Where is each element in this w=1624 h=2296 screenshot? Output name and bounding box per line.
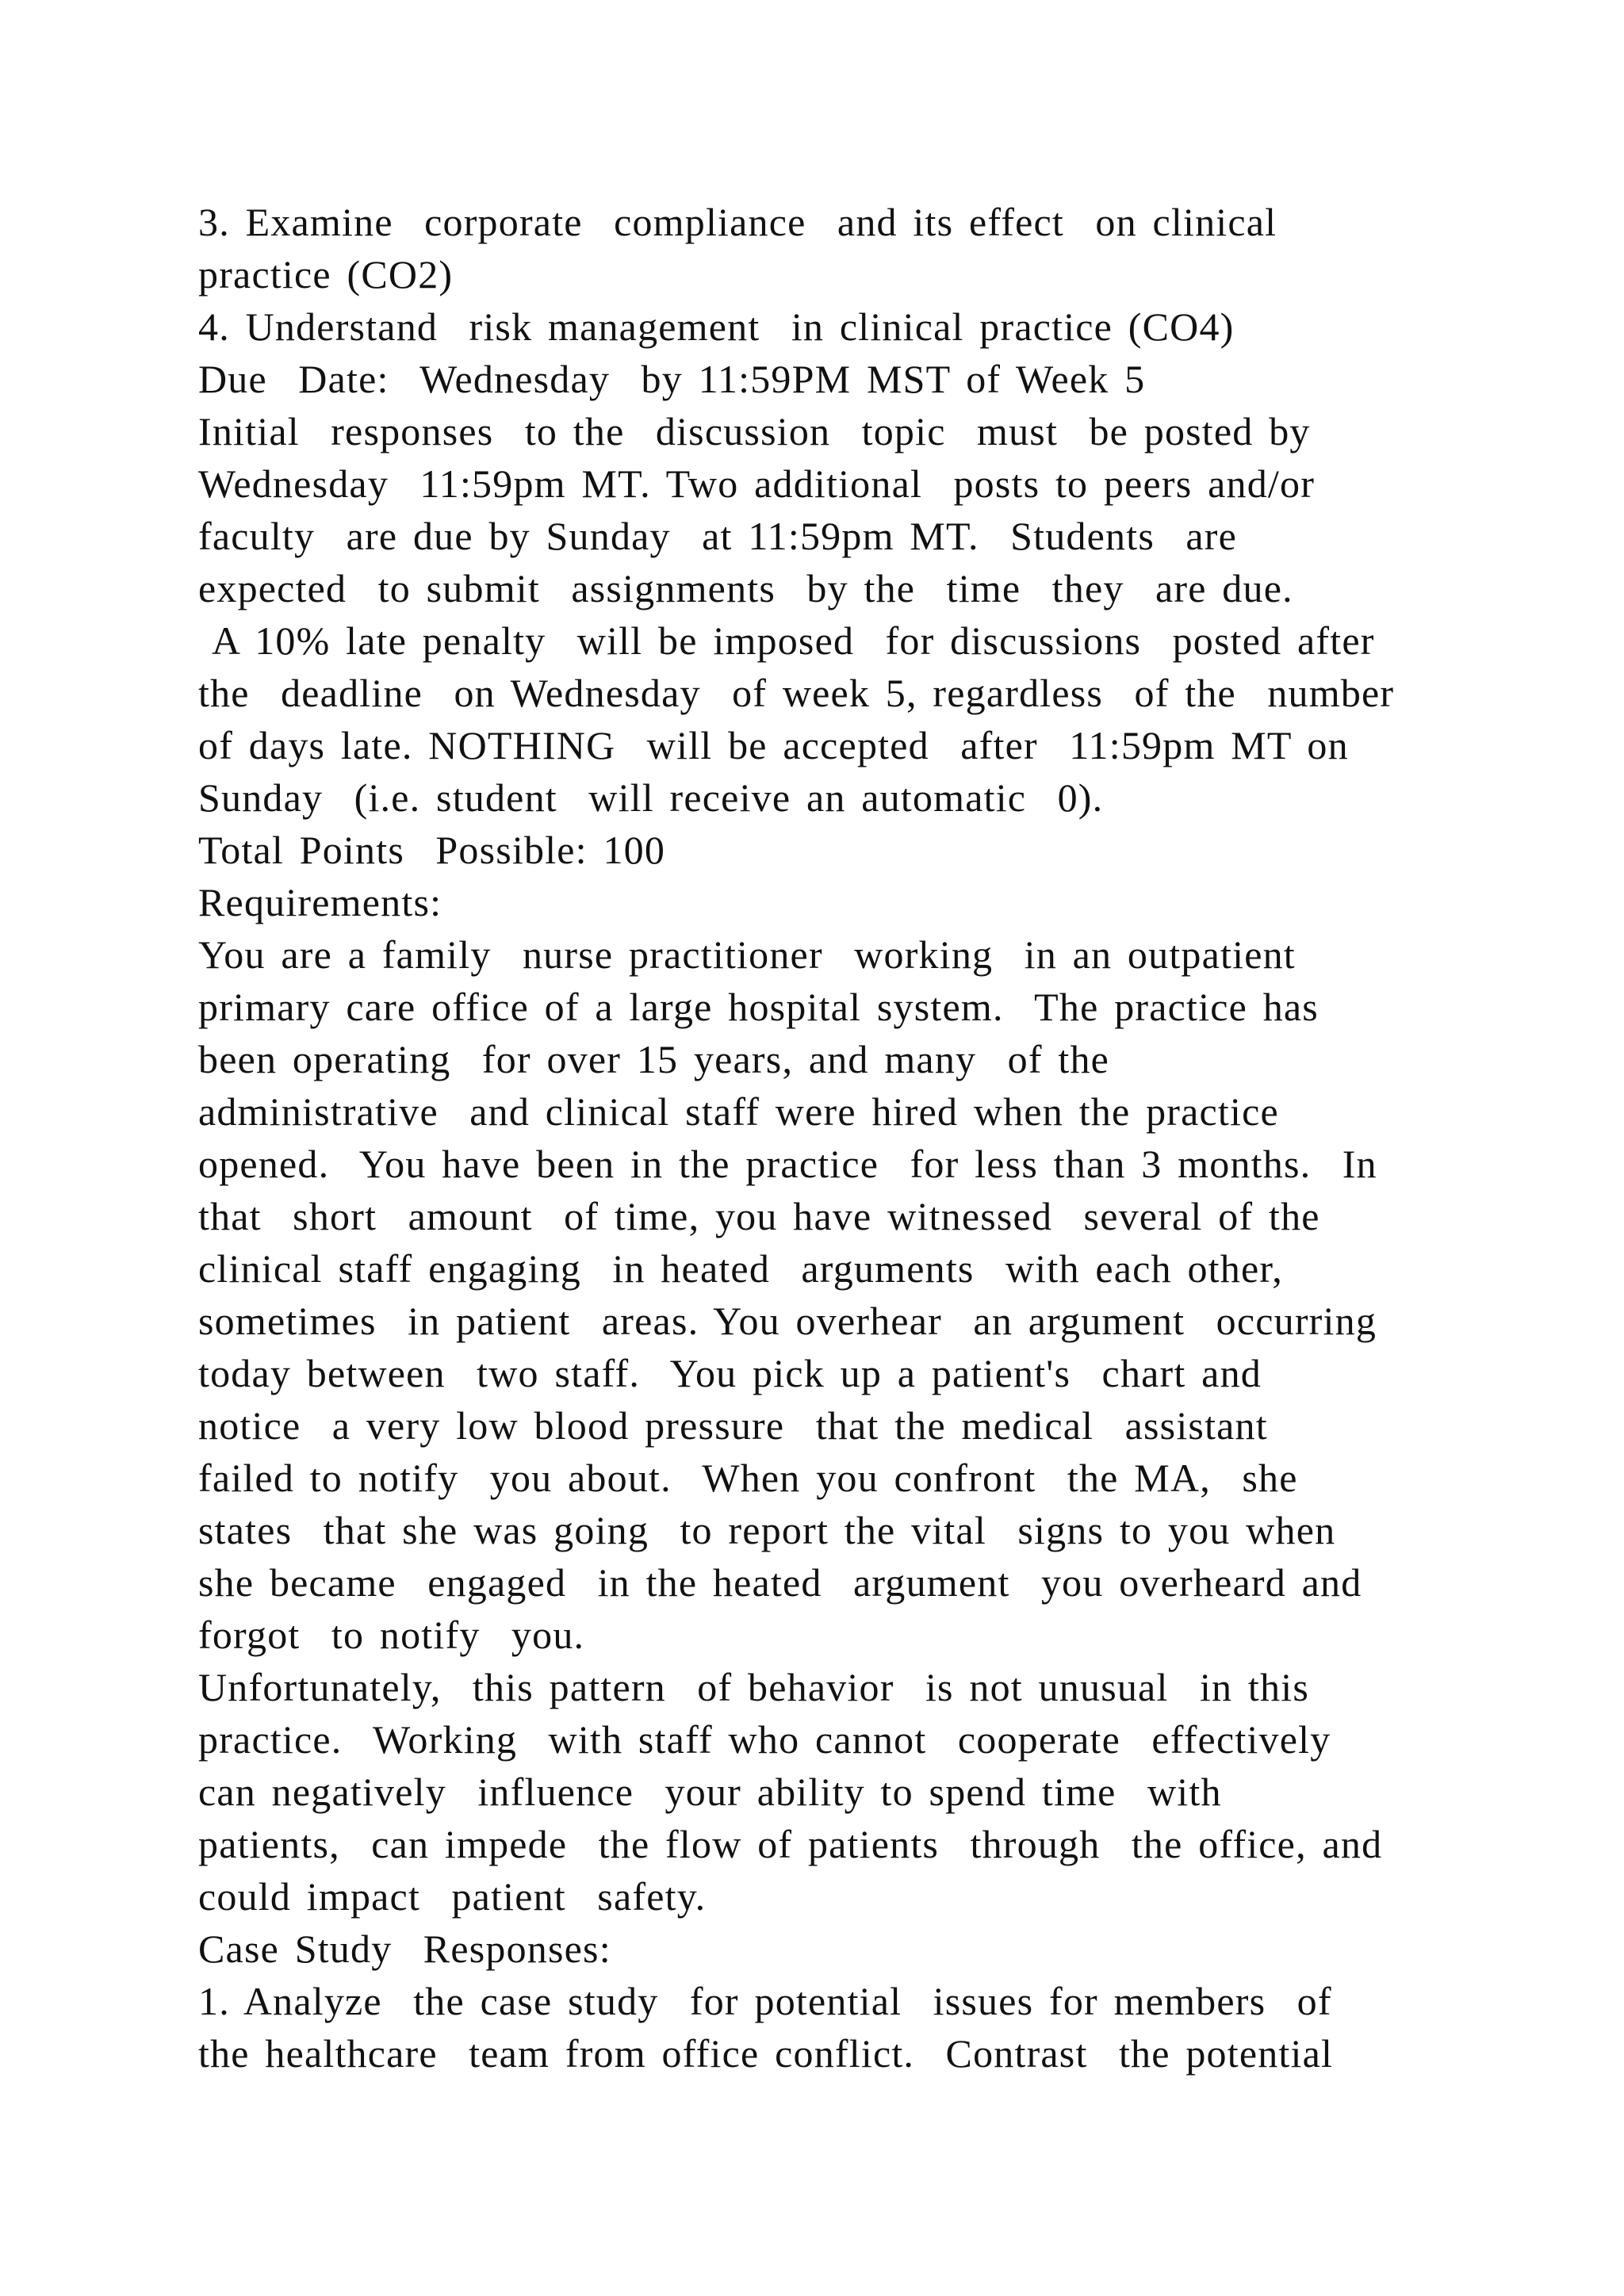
text-line: could impact patient safety.	[198, 1874, 707, 1919]
text-line: opened. You have been in the practice for less than 3 months. In	[198, 1142, 1377, 1186]
text-line: that short amount of time, you have witnessed several of the	[198, 1194, 1320, 1238]
text-line: practice. Working with staff who cannot cooperate effectively	[198, 1717, 1331, 1762]
text-line: the deadline on Wednesday of week 5, regardless of the number	[198, 671, 1395, 715]
text-line: A 10% late penalty will be imposed for discussions posted after	[198, 618, 1375, 663]
text-line: Sunday (i.e. student will receive an automatic 0).	[198, 775, 1104, 820]
text-line: 3. Examine corporate compliance and its effect on clinical	[198, 200, 1277, 244]
text-line: the healthcare team from office conflict. Contrast the potential	[198, 2031, 1334, 2076]
text-line: states that she was going to report the vital signs to you when	[198, 1508, 1336, 1552]
text-line: patients, can impede the flow of patients through the office, and	[198, 1822, 1383, 1866]
text-line: Total Points Possible: 100	[198, 828, 666, 872]
text-line: 1. Analyze the case study for potential issues for members of	[198, 1979, 1332, 2023]
text-line: can negatively influence your ability to spend time with	[198, 1770, 1222, 1814]
text-line: Unfortunately, this pattern of behavior is not unusual in this	[198, 1665, 1309, 1709]
text-line: 4. Understand risk management in clinical practice (CO4)	[198, 304, 1235, 349]
text-line: sometimes in patient areas. You overhear an argument occurring	[198, 1299, 1377, 1343]
text-line: today between two staff. You pick up a patient's chart and	[198, 1351, 1262, 1395]
text-line: Initial responses to the discussion topic must be posted by	[198, 409, 1311, 453]
text-line: forgot to notify you.	[198, 1613, 585, 1657]
text-line: Due Date: Wednesday by 11:59PM MST of Week 5	[198, 357, 1146, 401]
text-line: Wednesday 11:59pm MT. Two additional posts to peers and/or	[198, 461, 1316, 506]
text-line: expected to submit assignments by the time they are due.	[198, 566, 1293, 610]
text-line: she became engaged in the heated argument you overheard and	[198, 1560, 1362, 1605]
text-line: Case Study Responses:	[198, 1927, 611, 1971]
document-body	[198, 196, 1499, 2080]
text-line: You are a family nurse practitioner working in an outpatient	[198, 932, 1296, 977]
text-line: clinical staff engaging in heated arguments with each other,	[198, 1246, 1283, 1291]
text-line: primary care office of a large hospital system. The practice has	[198, 985, 1319, 1029]
text-line: of days late. NOTHING will be accepted after 11:59pm MT on	[198, 723, 1349, 767]
text-line: been operating for over 15 years, and many of the	[198, 1037, 1110, 1081]
text-line: administrative and clinical staff were hired when the practice	[198, 1089, 1279, 1134]
text-line: faculty are due by Sunday at 11:59pm MT. Students are	[198, 514, 1238, 558]
text-line: failed to notify you about. When you confront the MA, she	[198, 1456, 1298, 1500]
text-line: notice a very low blood pressure that the medical assistant	[198, 1403, 1268, 1448]
text-line: Requirements:	[198, 880, 442, 924]
text-line: practice (CO2)	[198, 252, 454, 297]
